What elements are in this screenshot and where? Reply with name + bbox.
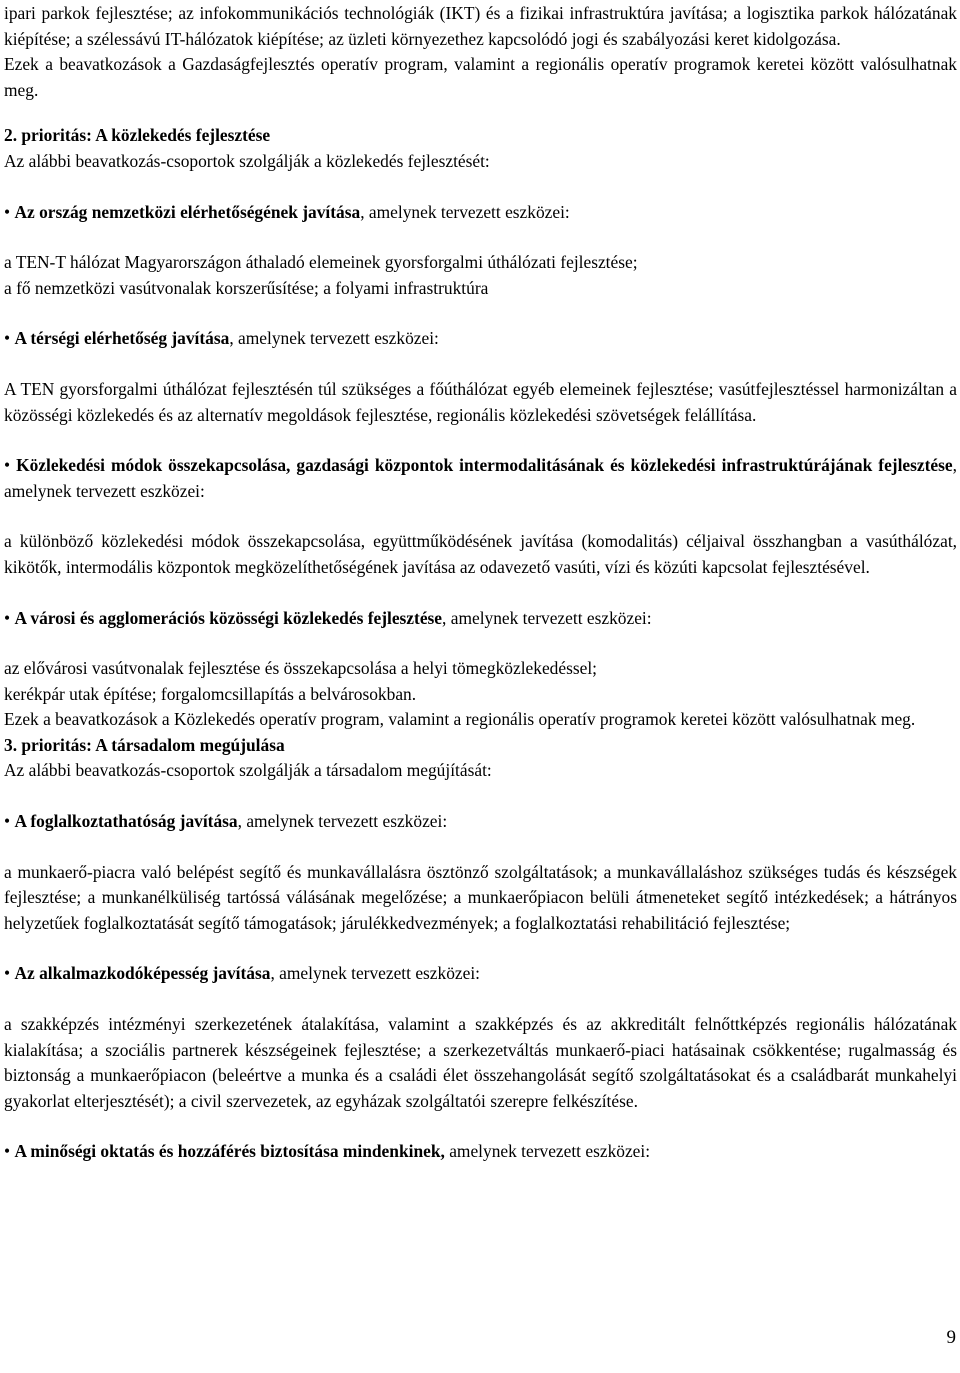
- priority3-bullet-1-text: a munkaerő-piacra való belépést segítő és munkavállalásra ösztönző szolgáltatások; a munkavállaláshoz szükséges tudás és készségek fejlesztése; a munkanélküliség tartóssá válásának megelőzése; a munkaerőpiacon belüli átmeneteket segítő intézkedések; a hátrányos helyzetűek foglalkoztatását segítő támogatások; járulékkedvezmények; a foglalkoztatási rehabilitáció fejlesztése;: [4, 861, 957, 933]
- bullet-title: A foglalkoztathatóság javítása: [14, 811, 238, 832]
- bullet-title: Közlekedési módok összekapcsolása, gazdasági központok intermodalitásának és közlekedési infrastruktúrájának fejlesztése: [16, 455, 953, 476]
- priority2-bullet-4-text-1: az elővárosi vasútvonalak fejlesztése és összekapcsolása a helyi tömegközlekedéssel;: [4, 658, 597, 679]
- priority3-heading: 3. prioritás: A társadalom megújulása: [4, 734, 285, 755]
- priority3-bullet-2-text: a szakképzés intézményi szerkezetének átalakítása, valamint a szakképzés és az akkreditált felnőttképzés regionális hálózatának kialakítása; a szociális partnerek készségeinek fejlesztése; a szerkezetváltás munkaerő-piaci hatásainak csökkentése; rugalmasság és biztonság a munkaerőpiacon (beleértve a munka és a családi élet összehangolását segítő szolgáltatásokat és a családbarát munkahelyi gyakorlat elterjesztését); a civil szervezetek, az egyházak szolgáltatói szerepre felkészítése.: [4, 1014, 957, 1111]
- priority2-bullet-4: • A városi és agglomerációs közösségi közlekedés fejlesztése, amelynek tervezett eszközei:: [4, 607, 652, 628]
- priority2-bullet-3-text: a különböző közlekedési módok összekapcsolása, együttműködésének javítása (komodalitás) céljaival összhangban a vasúthálózat, kikötők, intermodális központok megközelíthetőségének javítása az odavezető vasúti, vízi és közúti kapcsolat fejlesztésével.: [4, 531, 957, 577]
- priority2-heading: 2. prioritás: A közlekedés fejlesztése: [4, 125, 271, 146]
- priority3-bullet-1: • A foglalkoztathatóság javítása, amelynek tervezett eszközei:: [4, 811, 448, 832]
- priority2-bullet-2-text: A TEN gyorsforgalmi úthálózat fejlesztésén túl szükséges a főúthálózat egyéb elemeinek fejlesztése; vasútfejlesztéssel harmonizáltan a közösségi közlekedés és az alternatív megoldások fejlesztése, regionális közlekedési szövetségek felállítása.: [4, 378, 957, 425]
- bullet-title: Az alkalmazkodóképesség javítása: [14, 963, 271, 984]
- priority2-closing: Ezek a beavatkozások a Közlekedés operatív program, valamint a regionális operatív programok keretei között valósulhatnak meg.: [4, 709, 916, 730]
- priority2-bullet-3: • Közlekedési módok összekapcsolása, gazdasági központok intermodalitásának és közlekedési infrastruktúrájának fejlesztése, amelynek tervezett eszközei:: [4, 455, 957, 501]
- bullet-title: A városi és agglomerációs közösségi közlekedés fejlesztése: [14, 607, 443, 628]
- bullet-title: A térségi elérhetőség javítása: [14, 328, 230, 349]
- priority2-bullet-1-text-2: a fő nemzetközi vasútvonalak korszerűsítése; a folyami infrastruktúra: [4, 277, 489, 298]
- priority2-bullet-4-text-2: kerékpár utak építése; forgalomcsillapítás a belvárosokban.: [4, 683, 417, 704]
- page-content: [4, 0, 957, 1165]
- intro-paragraph-2: Ezek a beavatkozások a Gazdaságfejlesztés operatív program, valamint a regionális operatív programok keretei között valósulhatnak meg.: [4, 54, 957, 100]
- priority2-bullet-1-text-1: a TEN-T hálózat Magyarországon áthaladó elemeinek gyorsforgalmi úthálózati fejlesztése;: [4, 252, 638, 273]
- priority3-bullet-2: • Az alkalmazkodóképesség javítása, amelynek tervezett eszközei:: [4, 963, 481, 984]
- priority2-intro: Az alábbi beavatkozás-csoportok szolgálják a közlekedés fejlesztését:: [4, 150, 490, 171]
- priority3-intro: Az alábbi beavatkozás-csoportok szolgálják a társadalom megújítását:: [4, 760, 492, 781]
- bullet-title: A minőségi oktatás és hozzáférés biztosítása mindenkinek,: [14, 1141, 445, 1162]
- priority2-bullet-2: • A térségi elérhetőség javítása, amelynek tervezett eszközei:: [4, 328, 439, 349]
- intro-paragraph-1: ipari parkok fejlesztése; az infokommunikációs technológiák (IKT) és a fizikai infrastruktúra javítása; a logisztika parkok hálózatának kiépítése; a szélessávú IT-hálózatok kiépítése; az üzleti környezethez kapcsolódó jogi és szabályozási keret kidolgozása.: [4, 3, 957, 49]
- bullet-title: Az ország nemzetközi elérhetőségének javítása: [14, 201, 361, 222]
- page-number: 9: [946, 1327, 956, 1348]
- priority2-bullet-1: • Az ország nemzetközi elérhetőségének javítása, amelynek tervezett eszközei:: [4, 201, 570, 222]
- priority3-bullet-3: • A minőségi oktatás és hozzáférés biztosítása mindenkinek, amelynek tervezett eszközei:: [4, 1141, 651, 1162]
